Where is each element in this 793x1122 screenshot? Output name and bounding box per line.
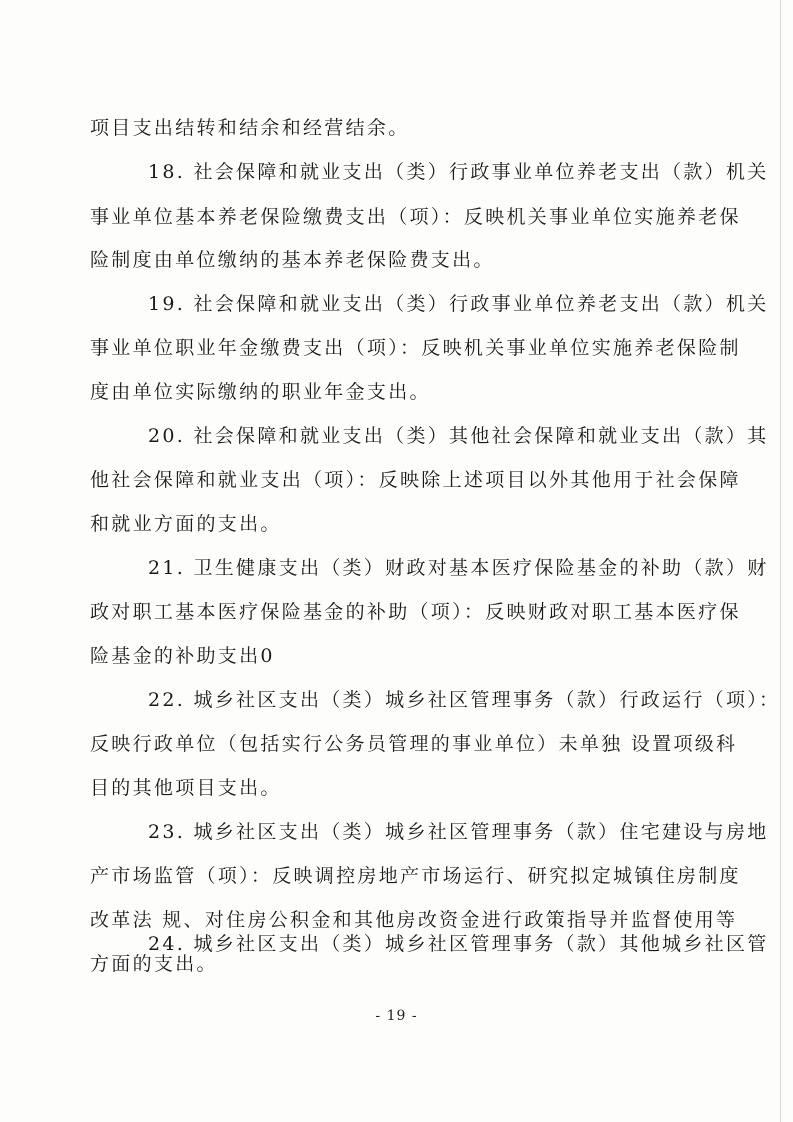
text-line: 他社会保障和就业支出（项）：反映除上述项目以外其他用于社会保障 [90,469,741,491]
text-line: 方面的支出。 [90,953,218,975]
text-line: 和就业方面的支出。 [90,513,282,535]
text-line: 产市场监管（项）：反映调控房地产市场运行、研究拟定城镇住房制度 [90,865,741,887]
text-line: 24. 城乡社区支出（类）城乡社区管理事务（款）其他城乡社区管 [148,933,769,955]
text-line: 19. 社会保障和就业支出（类）行政事业单位养老支出（款）机关 [148,293,769,315]
text-line: 险基金的补助支出0 [90,645,275,667]
text-line: 20. 社会保障和就业支出（类）其他社会保障和就业支出（款）其 [148,425,769,447]
scan-edge-line [780,0,781,1122]
text-line: 政对职工基本医疗保险基金的补助（项）：反映财政对职工基本医疗保 [90,601,741,623]
text-line: 度由单位实际缴纳的职业年金支出。 [90,381,431,403]
text-line: 险制度由单位缴纳的基本养老保险费支出。 [90,249,495,271]
text-line: 改革法 规、对住房公积金和其他房改资金进行政策指导并监督使用等 [90,909,738,931]
text-line: 18. 社会保障和就业支出（类）行政事业单位养老支出（款）机关 [148,161,769,183]
text-line: 目的其他项目支出。 [90,777,282,799]
text-line: 21. 卫生健康支出（类）财政对基本医疗保险基金的补助（款）财 [148,557,769,579]
text-line: 事业单位基本养老保险缴费支出（项）：反映机关事业单位实施养老保 [90,206,741,228]
page-number: - 19 - [375,1008,418,1024]
text-line: 23. 城乡社区支出（类）城乡社区管理事务（款）住宅建设与房地 [148,821,769,843]
text-line: 事业单位职业年金缴费支出（项）：反映机关事业单位实施养老保险制 [90,337,741,359]
text-line: 22. 城乡社区支出（类）城乡社区管理事务（款）行政运行（项）： [148,689,781,711]
text-line: 反映行政单位（包括实行公务员管理的事业单位）未单独 设置项级科 [90,733,738,755]
text-line: 项目支出结转和结余和经营结余。 [90,117,410,139]
